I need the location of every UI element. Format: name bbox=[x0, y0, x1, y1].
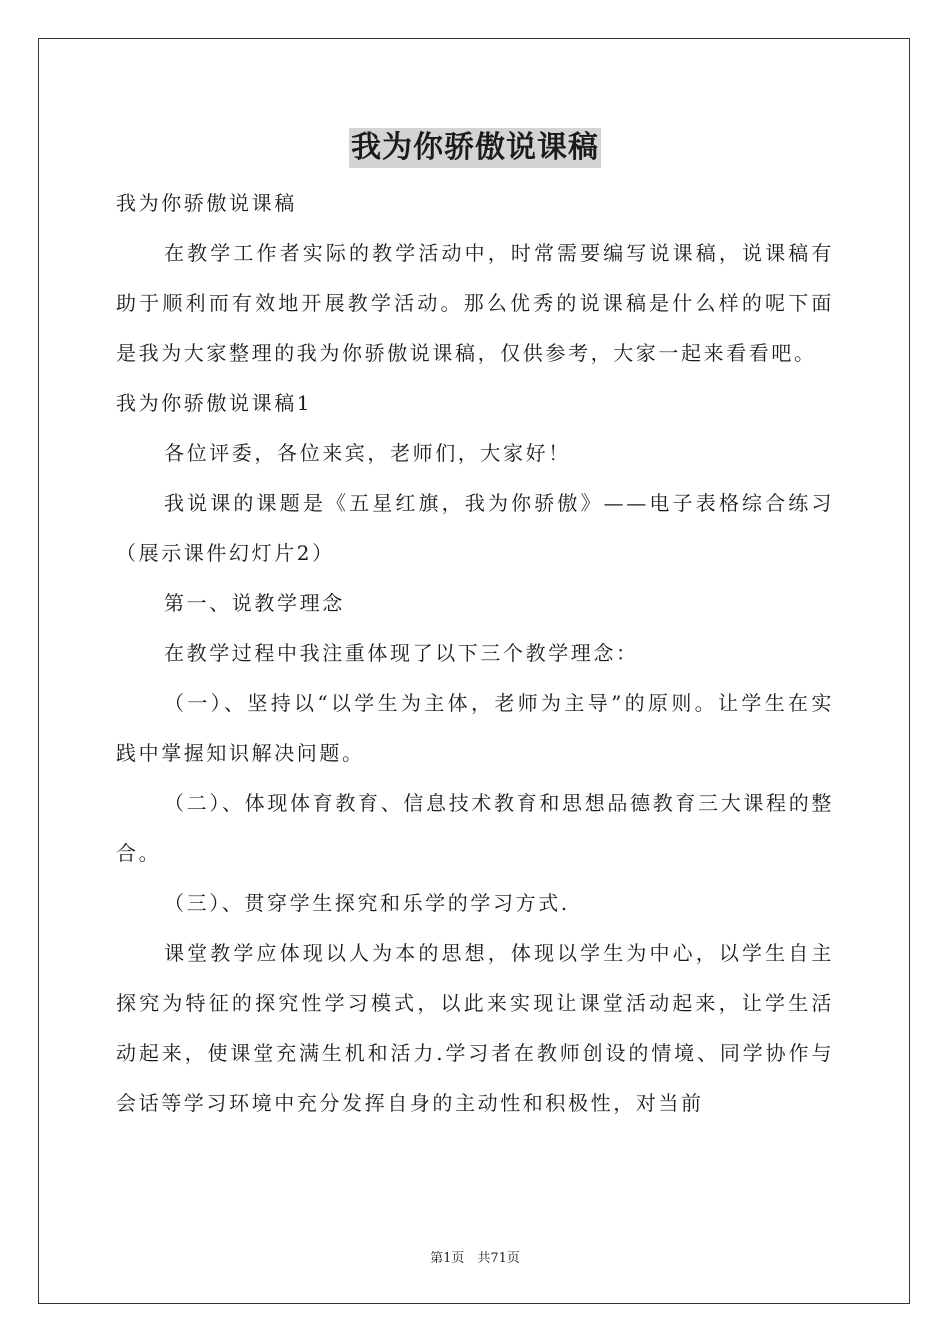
document-body bbox=[116, 178, 834, 1128]
paragraph-body: 课堂教学应体现以人为本的思想，体现以学生为中心，以学生自主探究为特征的探究性学习模式，以此来实现让课堂活动起来，让学生活动起来，使课堂充满生机和活力.学习者在教师创设的情境、同学协作与会话等学习环境中充分发挥自身的主动性和积极性，对当前 bbox=[116, 941, 834, 1115]
paragraph-concept-2: （二）、体现体育教育、信息技术教育和思想品德教育三大课程的整合。 bbox=[116, 791, 834, 865]
title-container bbox=[0, 128, 950, 168]
paragraph-greeting: 各位评委，各位来宾，老师们，大家好！ bbox=[164, 441, 571, 465]
paragraph-concept-1: （一）、坚持以“以学生为主体，老师为主导”的原则。让学生在实践中掌握知识解决问题。 bbox=[116, 691, 834, 765]
paragraph-heading: 我为你骄傲说课稿 bbox=[116, 191, 297, 215]
document-title: 我为你骄傲说课稿 bbox=[349, 128, 601, 168]
paragraph-section-heading: 我为你骄傲说课稿1 bbox=[116, 391, 313, 415]
page-number-footer: 第1页 共71页 bbox=[430, 1251, 520, 1266]
paragraph-concepts-intro: 在教学过程中我注重体现了以下三个教学理念： bbox=[164, 641, 639, 665]
paragraph-concept-3: （三）、贯穿学生探究和乐学的学习方式. bbox=[164, 891, 570, 915]
paragraph-topic: 我说课的课题是《五星红旗，我为你骄傲》——电子表格综合练习（展示课件幻灯片2） bbox=[116, 491, 834, 565]
paragraph-part-one: 第一、说教学理念 bbox=[164, 591, 345, 615]
paragraph-intro: 在教学工作者实际的教学活动中，时常需要编写说课稿，说课稿有助于顺利而有效地开展教学活动。那么优秀的说课稿是什么样的呢下面是我为大家整理的我为你骄傲说课稿，仅供参考，大家一起来看看吧。 bbox=[116, 241, 834, 365]
